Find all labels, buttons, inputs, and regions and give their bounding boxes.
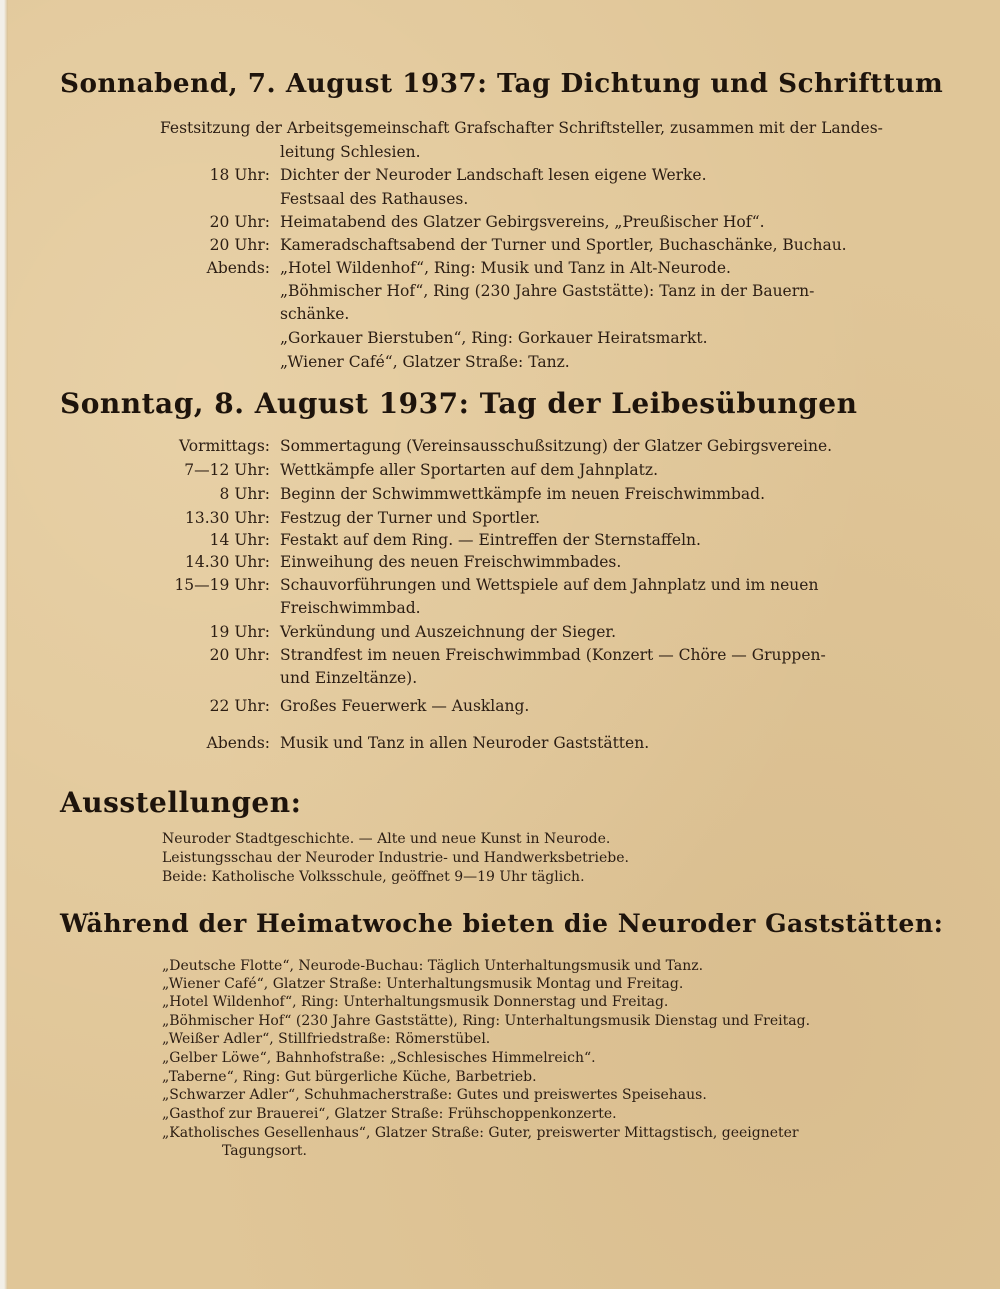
event-text: Kameradschaftsabend der Turner und Sportler, Buchaschänke, Buchau. <box>280 236 847 254</box>
event-text: Festakt auf dem Ring. — Eintreffen der Sternstaffeln. <box>280 531 701 549</box>
exhibition-line: Leistungsschau der Neuroder Industrie- und Handwerksbetriebe. <box>162 850 629 866</box>
event-text: Dichter der Neuroder Landschaft lesen eigene Werke. <box>280 166 707 184</box>
event-time: 22 Uhr: <box>209 697 270 715</box>
event-text: Beginn der Schwimmwettkämpfe im neuen Freischwimmbad. <box>280 485 766 503</box>
event-time: 14.30 Uhr: <box>185 553 270 571</box>
event-text: „Hotel Wildenhof“, Ring: Musik und Tanz in Alt-Neurode. <box>280 259 731 277</box>
exhibitions-heading: Ausstellungen: <box>60 786 302 819</box>
event-text: Verkündung und Auszeichnung der Sieger. <box>280 623 617 641</box>
saturday-intro-line-2: leitung Schlesien. <box>280 143 421 161</box>
event-time: Abends: <box>206 734 270 752</box>
event-time: 18 Uhr: <box>209 166 270 184</box>
event-text: Schauvorführungen und Wettspiele auf dem Jahnplatz und im neuen <box>280 576 819 594</box>
event-time: Abends: <box>206 259 270 277</box>
restaurant-line: „Weißer Adler“, Stillfriedstraße: Römerstübel. <box>162 1031 491 1047</box>
event-time: 20 Uhr: <box>209 646 270 664</box>
event-text-continued: Festsaal des Rathauses. <box>280 190 469 208</box>
restaurant-line: „Gasthof zur Brauerei“, Glatzer Straße: Frühschoppenkonzerte. <box>162 1106 617 1122</box>
restaurant-line: „Taberne“, Ring: Gut bürgerliche Küche, Barbetrieb. <box>162 1069 537 1085</box>
event-text-continued: Freischwimmbad. <box>280 599 421 617</box>
event-text: Festzug der Turner und Sportler. <box>280 509 541 527</box>
event-text: Musik und Tanz in allen Neuroder Gaststätten. <box>280 734 650 752</box>
restaurant-line: „Böhmischer Hof“ (230 Jahre Gaststätte), Ring: Unterhaltungsmusik Dienstag und Freitag. <box>162 1013 811 1029</box>
restaurant-line: Tagungsort. <box>222 1143 307 1159</box>
restaurant-line: „Katholisches Gesellenhaus“, Glatzer Straße: Guter, preiswerter Mittagstisch, geeigneter <box>162 1125 799 1141</box>
restaurant-line: „Schwarzer Adler“, Schuhmacherstraße: Gutes und preiswertes Speisehaus. <box>162 1087 707 1103</box>
event-time: Vormittags: <box>179 437 270 455</box>
restaurant-line: „Hotel Wildenhof“, Ring: Unterhaltungsmusik Donnerstag und Freitag. <box>162 994 669 1010</box>
evening-venue-line: „Gorkauer Bierstuben“, Ring: Gorkauer Heiratsmarkt. <box>280 329 708 347</box>
event-time: 15—19 Uhr: <box>174 576 270 594</box>
event-time: 13.30 Uhr: <box>185 509 270 527</box>
event-text: Strandfest im neuen Freischwimmbad (Konzert — Chöre — Gruppen- <box>280 646 826 664</box>
event-text: Großes Feuerwerk — Ausklang. <box>280 697 530 715</box>
event-text-continued: und Einzeltänze). <box>280 669 418 687</box>
binding-edge <box>0 0 8 1289</box>
event-time: 20 Uhr: <box>209 213 270 231</box>
sunday-heading: Sonntag, 8. August 1937: Tag der Leibesübungen <box>60 387 858 420</box>
saturday-intro-line-1: Festsitzung der Arbeitsgemeinschaft Grafschafter Schriftsteller, zusammen mit der Landes- <box>160 119 883 137</box>
event-time: 14 Uhr: <box>209 531 270 549</box>
evening-venue-line: „Böhmischer Hof“, Ring (230 Jahre Gaststätte): Tanz in der Bauern- <box>280 282 815 300</box>
event-time: 19 Uhr: <box>209 623 270 641</box>
event-text: Sommertagung (Vereinsausschußsitzung) der Glatzer Gebirgsvereine. <box>280 437 833 455</box>
exhibition-line: Neuroder Stadtgeschichte. — Alte und neue Kunst in Neurode. <box>162 831 611 847</box>
evening-venue-line: schänke. <box>280 305 350 323</box>
event-time: 8 Uhr: <box>219 485 270 503</box>
event-time: 7—12 Uhr: <box>184 461 270 479</box>
restaurant-line: „Wiener Café“, Glatzer Straße: Unterhaltungsmusik Montag und Freitag. <box>162 976 684 992</box>
evening-venue-line: „Wiener Café“, Glatzer Straße: Tanz. <box>280 353 570 371</box>
restaurant-line: „Gelber Löwe“, Bahnhofstraße: „Schlesisches Himmelreich“. <box>162 1050 596 1066</box>
restaurant-line: „Deutsche Flotte“, Neurode-Buchau: Täglich Unterhaltungsmusik und Tanz. <box>162 958 704 974</box>
restaurants-heading: Während der Heimatwoche bieten die Neuroder Gaststätten: <box>60 908 944 938</box>
event-text: Wettkämpfe aller Sportarten auf dem Jahnplatz. <box>280 461 658 479</box>
event-text: Einweihung des neuen Freischwimmbades. <box>280 553 622 571</box>
event-text: Heimatabend des Glatzer Gebirgsvereins, „Preußischer Hof“. <box>280 213 765 231</box>
exhibition-line: Beide: Katholische Volksschule, geöffnet 9—19 Uhr täglich. <box>162 869 585 885</box>
event-time: 20 Uhr: <box>209 236 270 254</box>
saturday-heading: Sonnabend, 7. August 1937: Tag Dichtung und Schrifttum <box>60 68 944 99</box>
